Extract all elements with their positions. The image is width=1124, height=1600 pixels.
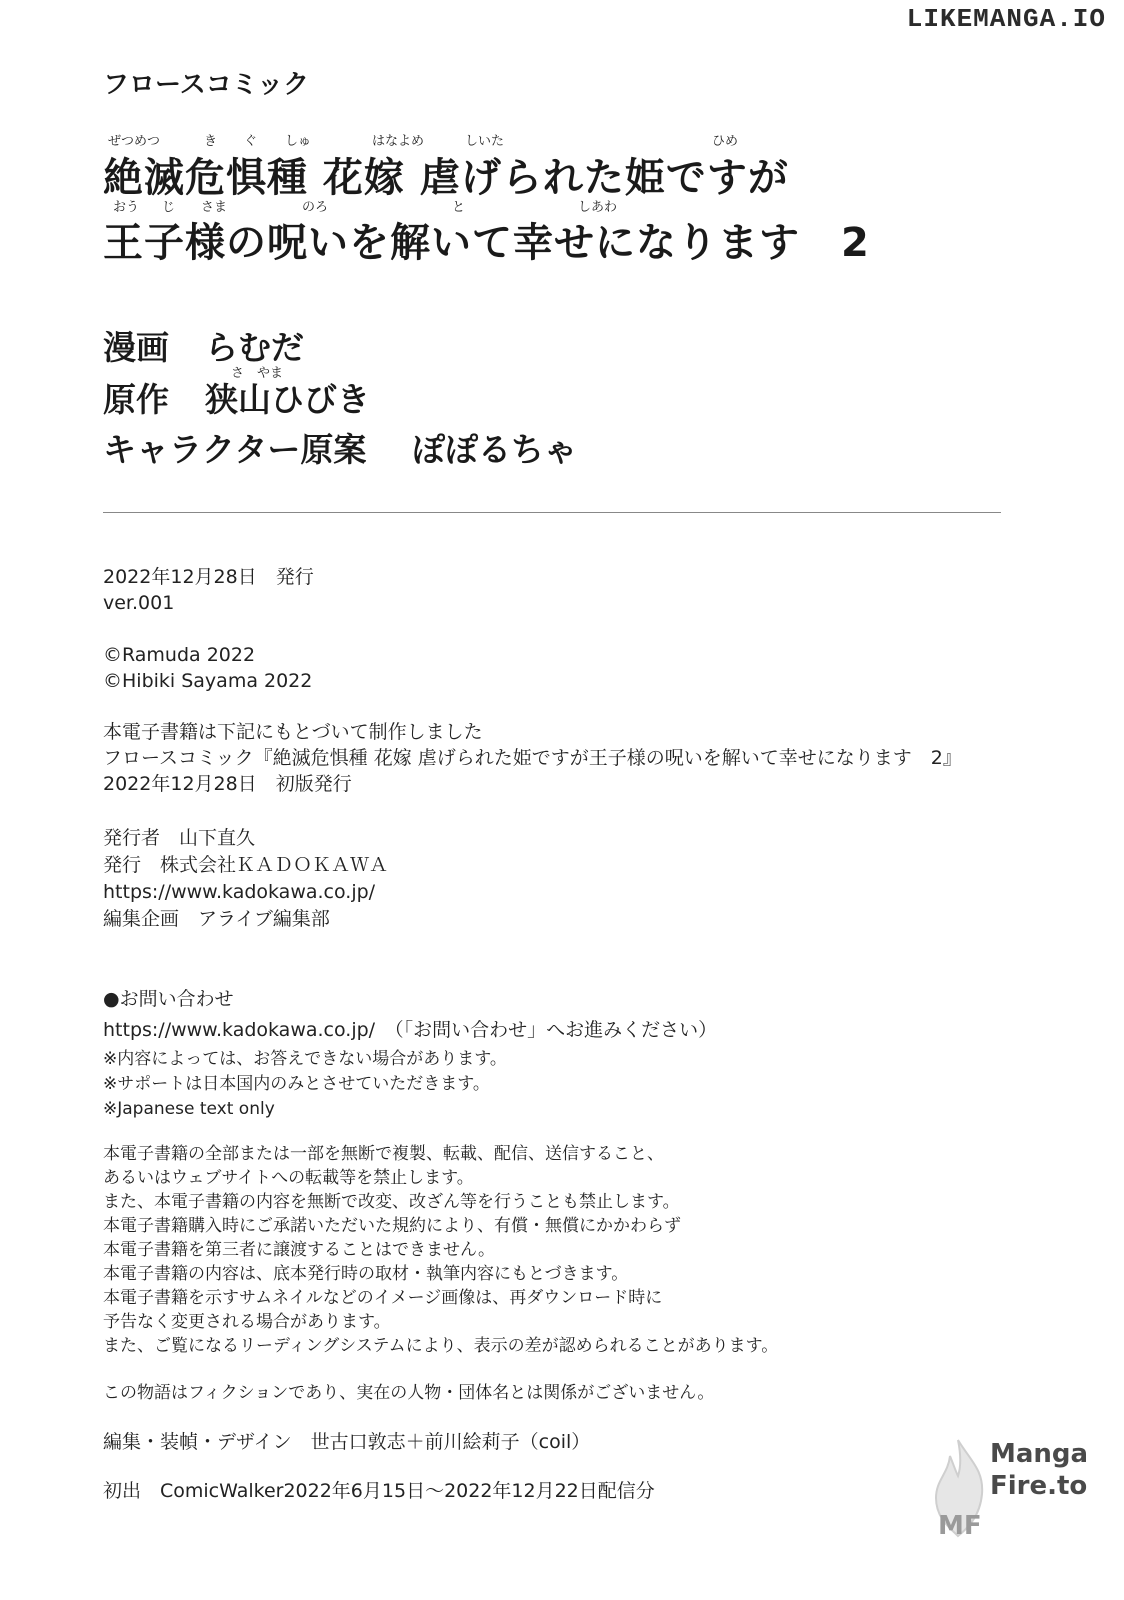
legal-line: 本電子書籍の内容は、底本発行時の取材・執筆内容にもとづきます。 bbox=[103, 1264, 629, 1284]
legal-line: 予告なく変更される場合があります。 bbox=[103, 1312, 391, 1332]
design-credit: 編集・装幀・デザイン 世古口敦志＋前川絵莉子（coil） bbox=[103, 1431, 591, 1453]
ruby-text: おう bbox=[113, 200, 140, 215]
editorial-department: 編集企画 アライブ編集部 bbox=[103, 908, 330, 930]
svg-text:MF: MF bbox=[938, 1511, 982, 1541]
copyright-artist: ©Ramuda 2022 bbox=[103, 644, 256, 666]
legal-line: 本電子書籍を第三者に譲渡することはできません。 bbox=[103, 1240, 496, 1260]
original-credit-name: 狭山ひびき bbox=[205, 380, 370, 419]
publication-date: 2022年12月28日 発行 bbox=[103, 566, 314, 588]
ruby-text: ぜつめつ bbox=[108, 134, 161, 149]
legal-line: 本電子書籍の全部または一部を無断で複製、転載、配信、送信すること、 bbox=[103, 1144, 664, 1164]
legal-line: また、本電子書籍の内容を無断で改変、改ざん等を行うことも禁止します。 bbox=[103, 1192, 680, 1212]
legal-line: 本電子書籍購入時にご承諾いただいた規約により、有償・無償にかかわらず bbox=[103, 1216, 681, 1236]
ruby-text: き bbox=[204, 134, 218, 149]
legal-line: 本電子書籍を示すサムネイルなどのイメージ画像は、再ダウンロード時に bbox=[103, 1288, 663, 1308]
ruby-text: しゅ bbox=[285, 134, 312, 149]
mangafire-logo bbox=[928, 1436, 1103, 1566]
publisher: 発行 株式会社ＫＡＤＯＫＡＷＡ bbox=[103, 854, 389, 876]
copyright-author: ©Hibiki Sayama 2022 bbox=[103, 670, 313, 692]
ruby-text: しいた bbox=[465, 134, 505, 149]
ruby-text: はなよめ bbox=[372, 134, 425, 149]
character-credit-name: ぽぽるちゃ bbox=[412, 430, 577, 469]
character-credit-label: キャラクター原案 bbox=[103, 430, 367, 469]
title-line-2: 王子様の呪いを解いて幸せになります 2 bbox=[103, 220, 870, 266]
inquiry-heading: ●お問い合わせ bbox=[103, 988, 234, 1010]
manga-credit-name: らむだ bbox=[205, 328, 304, 367]
original-credit-label: 原作 bbox=[103, 380, 169, 419]
imprint-label: フロースコミック bbox=[103, 70, 310, 100]
flame-icon bbox=[928, 1436, 990, 1546]
legal-line: あるいはウェブサイトへの転載等を禁止します。 bbox=[103, 1168, 474, 1188]
version: ver.001 bbox=[103, 592, 175, 614]
ruby-text: さま bbox=[201, 200, 228, 215]
manga-credit-label: 漫画 bbox=[103, 328, 169, 367]
ruby-text: しあわ bbox=[578, 200, 618, 215]
basis-line-2: フロースコミック『絶滅危惧種 花嫁 虐げられた姫ですが王子様の呪いを解いて幸せになります 2』 bbox=[103, 747, 962, 769]
legal-line: また、ご覧になるリーディングシステムにより、表示の差が認められることがあります。 bbox=[103, 1336, 779, 1356]
ruby-text: じ bbox=[162, 200, 176, 215]
ruby-text: と bbox=[452, 200, 466, 215]
ruby-text: ぐ bbox=[244, 134, 258, 149]
first-serialization: 初出 ComicWalker2022年6月15日～2022年12月22日配信分 bbox=[103, 1480, 655, 1502]
inquiry-note: ※Japanese text only bbox=[103, 1099, 275, 1119]
inquiry-note: ※内容によっては、お答えできない場合があります。 bbox=[103, 1049, 507, 1069]
fiction-notice: この物語はフィクションであり、実在の人物・団体名とは関係がございません。 bbox=[103, 1383, 715, 1403]
publisher-url: https://www.kadokawa.co.jp/ bbox=[103, 881, 376, 903]
section-divider bbox=[103, 512, 1001, 513]
site-watermark: LIKEMANGA.IO bbox=[906, 4, 1106, 34]
logo-text-line-1: Manga bbox=[990, 1439, 1089, 1469]
inquiry-url: https://www.kadokawa.co.jp/ （「お問い合わせ」へお進みください） bbox=[103, 1019, 718, 1041]
basis-line-3: 2022年12月28日 初版発行 bbox=[103, 773, 352, 795]
inquiry-note: ※サポートは日本国内のみとさせていただきます。 bbox=[103, 1074, 490, 1094]
logo-text-line-2: Fire.to bbox=[990, 1471, 1088, 1501]
ruby-text: ひめ bbox=[712, 134, 739, 149]
original-author-ruby: さ やま bbox=[231, 366, 284, 381]
title-line-1: 絶滅危惧種 花嫁 虐げられた姫ですが bbox=[103, 155, 789, 201]
ruby-text: のろ bbox=[302, 200, 329, 215]
issuer: 発行者 山下直久 bbox=[103, 827, 256, 849]
basis-line-1: 本電子書籍は下記にもとづいて制作しました bbox=[103, 721, 483, 743]
